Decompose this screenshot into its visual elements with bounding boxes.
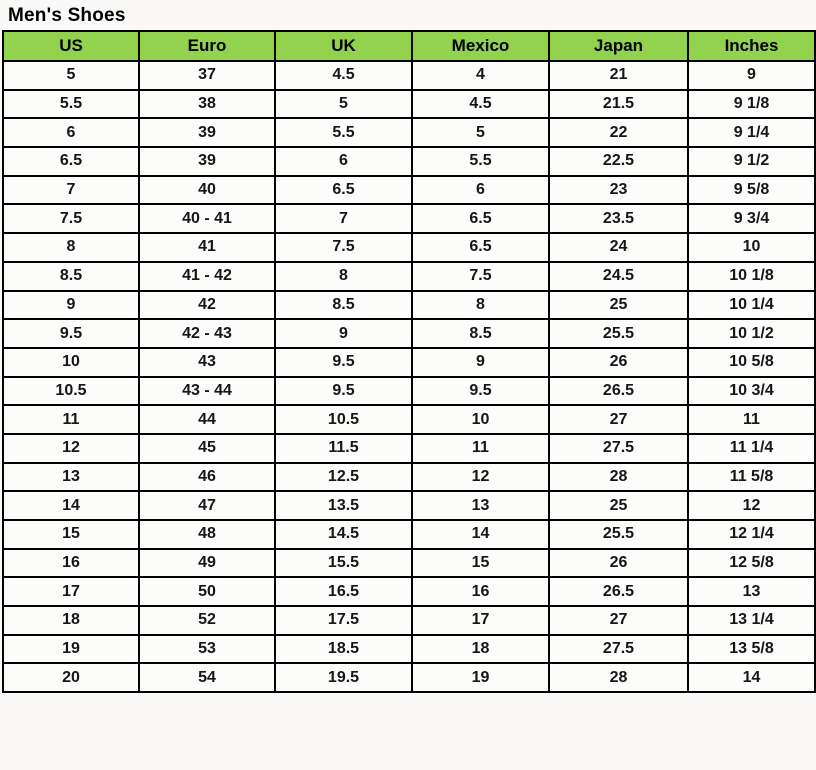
table-cell: 21	[549, 61, 688, 90]
table-cell: 16	[412, 577, 549, 606]
table-cell: 8.5	[275, 291, 412, 320]
table-cell: 26.5	[549, 377, 688, 406]
table-cell: 22	[549, 118, 688, 147]
table-cell: 12	[412, 463, 549, 492]
table-cell: 12 1/4	[688, 520, 815, 549]
table-cell: 41 - 42	[139, 262, 275, 291]
table-cell: 26	[549, 348, 688, 377]
table-cell: 17	[412, 606, 549, 635]
table-cell: 14	[3, 491, 139, 520]
page-title: Men's Shoes	[8, 5, 126, 26]
table-cell: 10 3/4	[688, 377, 815, 406]
table-cell: 7.5	[3, 204, 139, 233]
table-cell: 13 5/8	[688, 635, 815, 664]
table-row	[3, 176, 815, 205]
table-cell: 17	[3, 577, 139, 606]
table-cell: 20	[3, 663, 139, 692]
table-cell: 43 - 44	[139, 377, 275, 406]
table-cell: 45	[139, 434, 275, 463]
table-cell: 12 5/8	[688, 549, 815, 578]
table-cell: 24	[549, 233, 688, 262]
table-cell: 9.5	[3, 319, 139, 348]
table-cell: 12	[688, 491, 815, 520]
table-cell: 11 1/4	[688, 434, 815, 463]
table-row	[3, 577, 815, 606]
table-cell: 54	[139, 663, 275, 692]
table-row	[3, 606, 815, 635]
table-cell: 14	[412, 520, 549, 549]
table-body	[3, 61, 815, 692]
table-cell: 13	[412, 491, 549, 520]
table-row	[3, 377, 815, 406]
table-cell: 11.5	[275, 434, 412, 463]
table-cell: 4.5	[412, 90, 549, 119]
table-row	[3, 491, 815, 520]
table-cell: 28	[549, 463, 688, 492]
table-cell: 15	[412, 549, 549, 578]
table-cell: 42 - 43	[139, 319, 275, 348]
table-cell: 7	[3, 176, 139, 205]
table-row	[3, 319, 815, 348]
table-cell: 5	[275, 90, 412, 119]
table-cell: 9 3/4	[688, 204, 815, 233]
table-cell: 10	[3, 348, 139, 377]
column-header-mexico: Mexico	[412, 31, 549, 61]
table-cell: 10 1/4	[688, 291, 815, 320]
table-cell: 9	[275, 319, 412, 348]
table-cell: 39	[139, 118, 275, 147]
table-cell: 7	[275, 204, 412, 233]
table-cell: 49	[139, 549, 275, 578]
table-cell: 13	[688, 577, 815, 606]
table-cell: 25	[549, 491, 688, 520]
table-cell: 11 5/8	[688, 463, 815, 492]
table-cell: 11	[688, 405, 815, 434]
table-cell: 18	[3, 606, 139, 635]
table-cell: 4	[412, 61, 549, 90]
table-cell: 43	[139, 348, 275, 377]
table-cell: 9 1/8	[688, 90, 815, 119]
table-cell: 40 - 41	[139, 204, 275, 233]
table-cell: 44	[139, 405, 275, 434]
table-row	[3, 549, 815, 578]
column-header-inches: Inches	[688, 31, 815, 61]
table-cell: 14.5	[275, 520, 412, 549]
table-cell: 8	[3, 233, 139, 262]
table-row	[3, 61, 815, 90]
table-cell: 19	[3, 635, 139, 664]
table-cell: 10.5	[3, 377, 139, 406]
table-cell: 10 1/2	[688, 319, 815, 348]
table-row	[3, 348, 815, 377]
table-row	[3, 463, 815, 492]
table-cell: 8	[275, 262, 412, 291]
column-header-us: US	[3, 31, 139, 61]
table-row	[3, 118, 815, 147]
table-cell: 15.5	[275, 549, 412, 578]
table-cell: 25.5	[549, 319, 688, 348]
table-cell: 26.5	[549, 577, 688, 606]
table-cell: 8.5	[412, 319, 549, 348]
table-cell: 50	[139, 577, 275, 606]
table-cell: 6.5	[412, 233, 549, 262]
table-cell: 11	[3, 405, 139, 434]
table-row	[3, 405, 815, 434]
header-row	[3, 31, 815, 61]
table-cell: 5	[3, 61, 139, 90]
table-cell: 8	[412, 291, 549, 320]
table-cell: 6.5	[3, 147, 139, 176]
table-cell: 24.5	[549, 262, 688, 291]
table-row	[3, 90, 815, 119]
table-cell: 10	[688, 233, 815, 262]
table-cell: 10.5	[275, 405, 412, 434]
table-cell: 13.5	[275, 491, 412, 520]
column-header-japan: Japan	[549, 31, 688, 61]
table-cell: 25.5	[549, 520, 688, 549]
table-cell: 18	[412, 635, 549, 664]
table-row	[3, 262, 815, 291]
table-cell: 9	[412, 348, 549, 377]
table-cell: 5.5	[412, 147, 549, 176]
table-cell: 21.5	[549, 90, 688, 119]
table-cell: 25	[549, 291, 688, 320]
table-cell: 27	[549, 405, 688, 434]
table-row	[3, 663, 815, 692]
table-cell: 12.5	[275, 463, 412, 492]
table-cell: 17.5	[275, 606, 412, 635]
table-cell: 6	[3, 118, 139, 147]
table-row	[3, 520, 815, 549]
table-cell: 27	[549, 606, 688, 635]
table-cell: 9.5	[412, 377, 549, 406]
table-cell: 47	[139, 491, 275, 520]
table-cell: 8.5	[3, 262, 139, 291]
column-header-uk: UK	[275, 31, 412, 61]
column-header-euro: Euro	[139, 31, 275, 61]
table-cell: 46	[139, 463, 275, 492]
table-cell: 23.5	[549, 204, 688, 233]
table-cell: 7.5	[275, 233, 412, 262]
table-cell: 11	[412, 434, 549, 463]
table-cell: 6	[275, 147, 412, 176]
table-cell: 23	[549, 176, 688, 205]
table-cell: 52	[139, 606, 275, 635]
table-cell: 16.5	[275, 577, 412, 606]
table-cell: 15	[3, 520, 139, 549]
table-cell: 5.5	[275, 118, 412, 147]
table-cell: 26	[549, 549, 688, 578]
table-cell: 10	[412, 405, 549, 434]
table-cell: 18.5	[275, 635, 412, 664]
table-cell: 53	[139, 635, 275, 664]
table-cell: 6.5	[412, 204, 549, 233]
table-cell: 6.5	[275, 176, 412, 205]
table-row	[3, 147, 815, 176]
table-cell: 9	[688, 61, 815, 90]
table-cell: 5.5	[3, 90, 139, 119]
table-cell: 13 1/4	[688, 606, 815, 635]
table-cell: 5	[412, 118, 549, 147]
table-cell: 37	[139, 61, 275, 90]
table-cell: 9.5	[275, 377, 412, 406]
table-row	[3, 233, 815, 262]
table-cell: 40	[139, 176, 275, 205]
table-cell: 7.5	[412, 262, 549, 291]
mens-shoes-size-table	[2, 30, 816, 693]
table-cell: 16	[3, 549, 139, 578]
table-cell: 13	[3, 463, 139, 492]
table-cell: 10 5/8	[688, 348, 815, 377]
table-cell: 9 1/4	[688, 118, 815, 147]
table-cell: 48	[139, 520, 275, 549]
table-cell: 9 5/8	[688, 176, 815, 205]
table-cell: 19.5	[275, 663, 412, 692]
table-cell: 27.5	[549, 434, 688, 463]
table-cell: 4.5	[275, 61, 412, 90]
table-cell: 28	[549, 663, 688, 692]
table-cell: 12	[3, 434, 139, 463]
table-cell: 10 1/8	[688, 262, 815, 291]
table-cell: 14	[688, 663, 815, 692]
table-cell: 9.5	[275, 348, 412, 377]
table-row	[3, 291, 815, 320]
table-cell: 22.5	[549, 147, 688, 176]
table-cell: 9	[3, 291, 139, 320]
table-cell: 41	[139, 233, 275, 262]
table-cell: 9 1/2	[688, 147, 815, 176]
table-cell: 19	[412, 663, 549, 692]
table-cell: 6	[412, 176, 549, 205]
table-cell: 42	[139, 291, 275, 320]
table-cell: 39	[139, 147, 275, 176]
table-row	[3, 204, 815, 233]
table-cell: 27.5	[549, 635, 688, 664]
table-cell: 38	[139, 90, 275, 119]
table-row	[3, 434, 815, 463]
table-row	[3, 635, 815, 664]
